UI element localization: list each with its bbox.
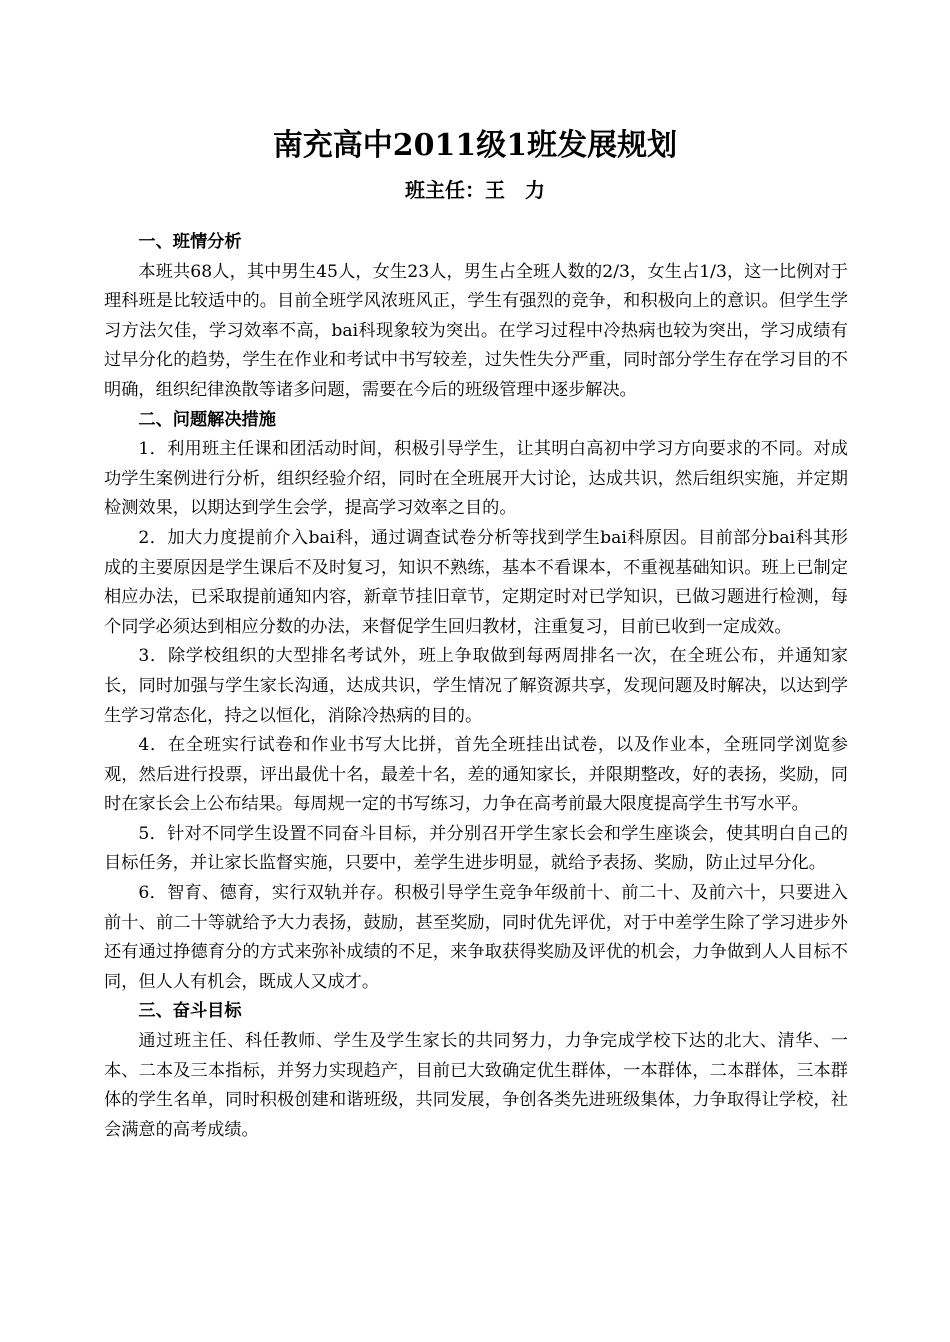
measure-item-4: 4．在全班实行试卷和作业书写大比拼，首先全班挂出试卷，以及作业本，全班同学浏览参观，然后进行投票，评出最优十名，最差十名，差的通知家长，并限期整改，好的表扬，奖励，同时在家长会上公布结果。每周规一定的书写练习，力争在高考前最大限度提高学生书写水平。 xyxy=(104,735,848,815)
measure-item-2: 2．加大力度提前介入bai科，通过调查试卷分析等找到学生bai科原因。目前部分bai科其形成的主要原因是学生课后不及时复习，知识不熟练，基本不看课本，不重视基础知识。班上已制定相应办法，已采取提前通知内容，新章节挂旧章节，定期定时对已学知识，已做习题进行检测，每个同学必须达到相应分数的办法，来督促学生回归教材，注重复习，目前已收到一定成效。 xyxy=(104,527,848,637)
document-body xyxy=(104,228,848,1145)
section-heading-measures: 二、问题解决措施 xyxy=(138,409,276,430)
section-heading-analysis: 一、班情分析 xyxy=(138,232,242,252)
document-title: 南充高中2011级1班发展规划 xyxy=(272,128,678,163)
measure-item-6: 6．智育、德育，实行双轨并存。积极引导学生竞争年级前十、前二十、及前六十，只要进入前十、前二十等就给予大力表扬，鼓励，甚至奖励，同时优先评优，对于中差学生除了学习进步外还有通过挣德育分的方式来弥补成绩的不足，来争取获得奖励及评优的机会，力争做到人人目标不同，但人人有机会，既成人又成才。 xyxy=(104,883,848,992)
section-heading-goals: 三、奋斗目标 xyxy=(138,1001,242,1022)
measure-item-5: 5．针对不同学生设置不同奋斗目标，并分别召开学生家长会和学生座谈会，使其明白自己的目标任务，并让家长监督实施，只要中，差学生进步明显，就给予表扬、奖励，防止过早分化。 xyxy=(104,823,848,874)
measure-item-3: 3．除学校组织的大型排名考试外，班上争取做到每两周排名一次，在全班公布，并通知家长，同时加强与学生家长沟通，达成共识，学生情况了解资源共享，发现问题及时解决，以达到学生学习常态化，持之以恒化，消除冷热病的目的。 xyxy=(104,646,848,726)
measure-item-1: 1．利用班主任课和团活动时间，积极引导学生，让其明白高初中学习方向要求的不同。对成功学生案例进行分析，组织经验介绍，同时在全班展开大讨论，达成共识，然后组织实施，并定期检测效果，以期达到学生会学，提高学习效率之目的。 xyxy=(104,439,848,519)
document-subtitle: 班主任：王 力 xyxy=(405,178,545,202)
analysis-paragraph: 本班共68人，其中男生45人，女生23人，男生占全班人数的2/3，女生占1/3，这一比例对于理科班是比较适中的。目前全班学风浓班风正，学生有强烈的竞争，和积极向上的意识。但学生学习方法欠佳，学习效率不高，bai科现象较为突出。在学习过程中冷热病也较为突出，学习成绩有过早分化的趋势，学生在作业和考试中书写较差，过失性失分严重，同时部分学生存在学习目的不明确，组织纪律涣散等诸多问题，需要在今后的班级管理中逐步解决。 xyxy=(104,261,848,400)
goals-paragraph: 通过班主任、科任教师、学生及学生家长的共同努力，力争完成学校下达的北大、清华、一本、二本及三本指标，并努力实现趋产，目前已大致确定优生群体，一本群体，二本群体，三本群体的学生名单，同时积极创建和谐班级，共同发展，争创各类先进班级集体，力争取得让学校，社会满意的高考成绩。 xyxy=(104,1031,848,1140)
